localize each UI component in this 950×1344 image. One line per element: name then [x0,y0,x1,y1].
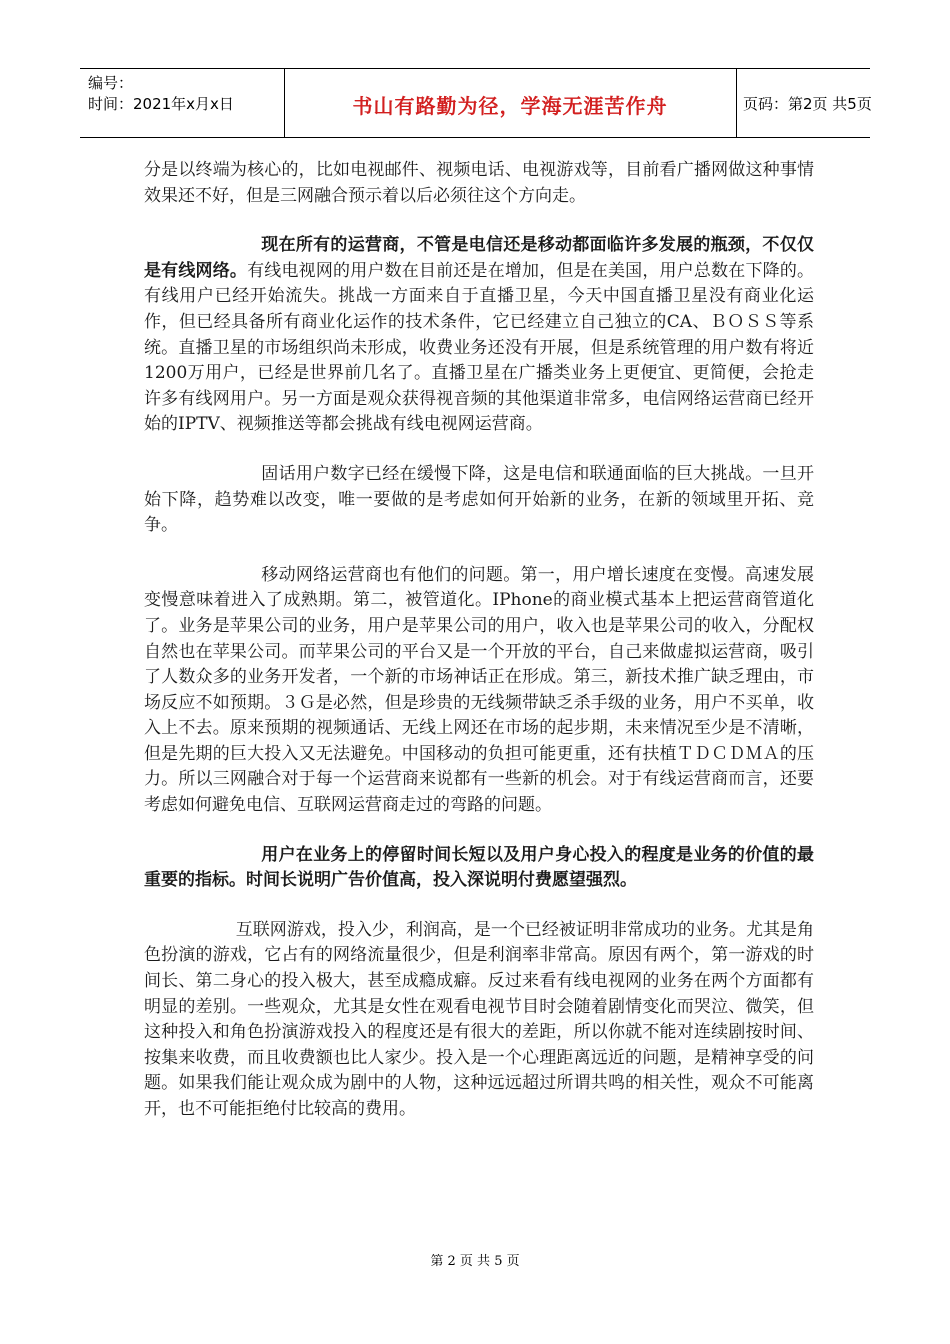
paragraph-body-text: 有线电视网的用户数在目前还是在增加，但是在美国，用户总数在下降的。有线用户已经开始流失。挑战一方面来自于直播卫星，今天中国直播卫星没有商业化运作，但已经具备所有商业化运作的技术条件，它已经建立自己独立的CA、ＢＯＳＳ等系统。直播卫星的市场组织尚未形成，收费业务还没有开展，但是系统管理的用户数有将近1200万用户，已经是世界前几名了。直播卫星在广播类业务上更便宜、更简便，会抢走许多有线网用户。另一方面是观众获得视音频的其他渠道非常多，电信网络运营商已经开始的IPTV、视频推送等都会挑战有线电视网运营商。 [144,260,815,435]
paragraph-fixed-line: 固话用户数字已经在缓慢下降，这是电信和联通面临的巨大挑战。一旦开始下降，趋势难以改变，唯一要做的是考虑如何开始新的业务，在新的领域里开拓、竞争。 [144,463,814,536]
paragraph-continued: 分是以终端为核心的，比如电视邮件、视频电话、电视游戏等，目前看广播网做这种事情效果还不好，但是三网融合预示着以后必须往这个方向走。 [144,160,814,206]
paragraph-bold-lead: 现在所有的运营商，不管是电信还是移动都面临许多发展的瓶颈，不仅仅是有线网络。 [144,235,814,281]
document-date-label: 时间：2021年x月x日 [88,95,234,113]
paragraph-internet-games: 互联网游戏，投入少，利润高，是一个已经被证明非常成功的业务。尤其是角色扮演的游戏，它占有的网络流量很少，但是利润率非常高。原因有两个，第一游戏的时间长、第二身心的投入极大，甚至成瘾成癖。反过来看有线电视网的业务在两个方面都有明显的差别。一些观众，尤其是女性在观看电视节目时会随着剧情变化而哭泣、微笑，但这种投入和角色扮演游戏投入的程度还是有很大的差距，所以你就不能对连续剧按时间、按集来收费，而且收费额也比人家少。投入是一个心理距离远近的问题，是精神享受的问题。如果我们能让观众成为剧中的人物，这种远远超过所谓共鸣的相关性，观众不可能离开，也不可能拒绝付比较高的费用。 [144,919,814,1119]
document-number-label: 编号： [88,74,134,92]
header-meta-cell [80,69,285,137]
paragraph-mobile-operators: 移动网络运营商也有他们的问题。第一，用户增长速度在变慢。高速发展变慢意味着进入了成熟期。第二，被管道化。IPhone的商业模式基本上把运营商管道化了。业务是苹果公司的业务，用户是苹果公司的用户，收入也是苹果公司的收入，分配权自然也在苹果公司。而苹果公司的平台又是一个开放的平台，自己来做虚拟运营商，吸引了人数众多的业务开发者，一个新的市场神话正在形成。第三，新技术推广缺乏理由，市场反应不如预期。３Ｇ是必然，但是珍贵的无线频带缺乏杀手级的业务，用户不买单，收入上不去。原来预期的视频通话、无线上网还在市场的起步期，未来情况至少是不清晰，但是先期的巨大投入又无法避免。中国移动的负担可能更重，还有扶植ＴＤＣＤＭＡ的压力。所以三网融合对于每一个运营商来说都有一些新的机会。对于有线运营商而言，还要考虑如何避免电信、互联网运营商走过的弯路的问题。 [144,564,814,816]
header-page-cell [737,69,870,137]
header-motto-cell [284,69,737,137]
paragraph-key-metric: 用户在业务上的停留时间长短以及用户身心投入的程度是业务的价值的最重要的指标。时间长说明广告价值高，投入深说明付费愿望强烈。 [144,844,814,891]
document-body [144,158,814,1123]
header-page-number: 页码：第2页 共5页 [743,95,872,113]
document-header [80,68,870,138]
header-motto: 书山有路勤为径，学海无涯苦作舟 [352,94,668,118]
paragraph-operators-bottleneck [144,233,814,438]
page-footer: 第 2 页 共 5 页 [430,1254,520,1269]
